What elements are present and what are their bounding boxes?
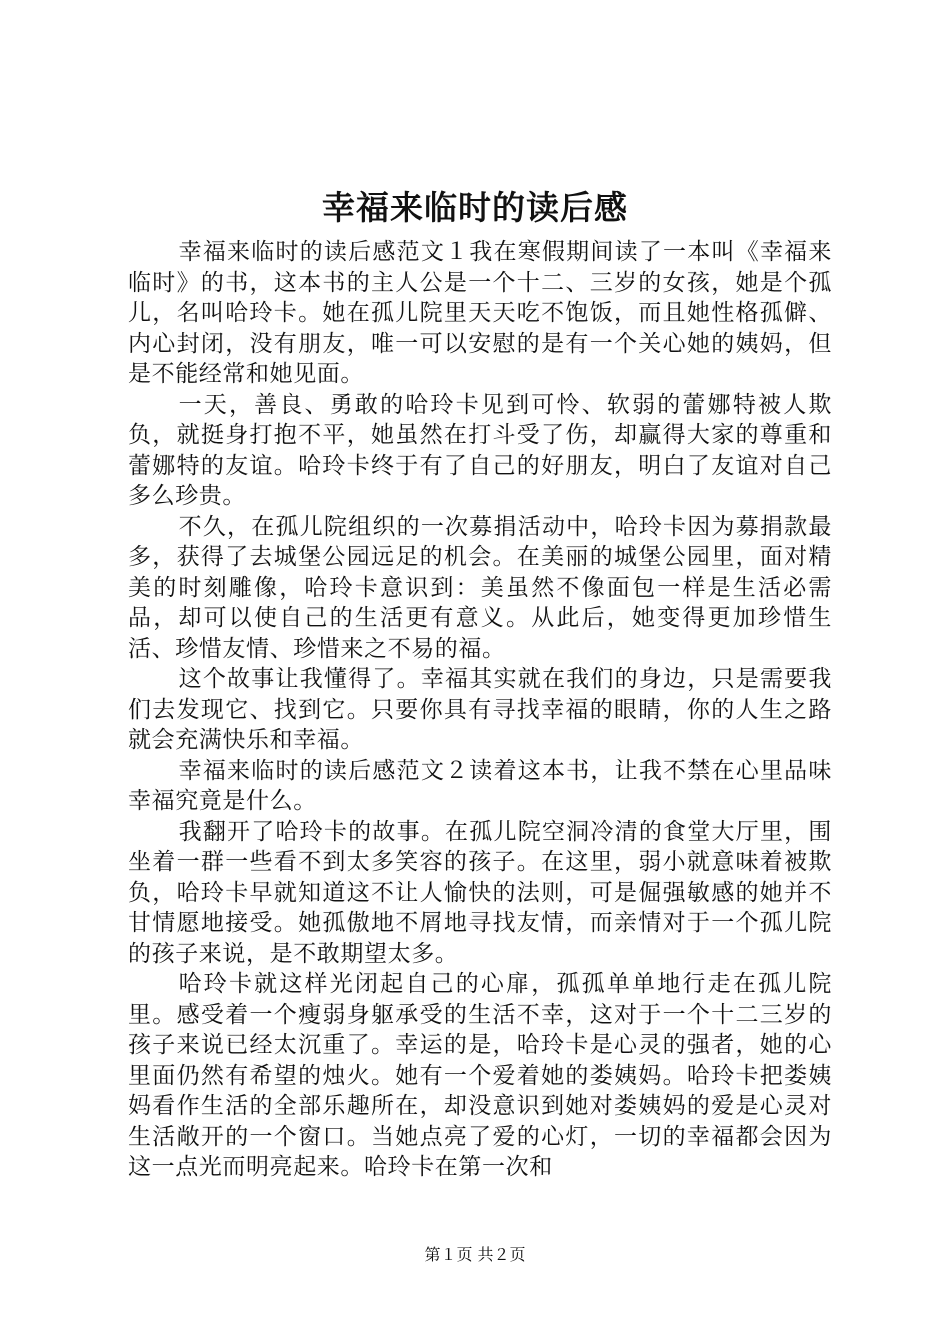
paragraph-6: 我翻开了哈玲卡的故事。在孤儿院空洞冷清的食堂大厅里，围坐着一群一些看不到太多笑容的孩子。在这里，弱小就意味着被欺负，哈玲卡早就知道这不让人愉快的法则，可是倔强敏感的她并不甘情愿地接受。她孤傲地不屑地寻找友情，而亲情对于一个孤儿院的孩子来说，是不敢期望太多。 [128,818,832,967]
page-footer: 第１页 共２页 [424,1245,526,1264]
paragraph-2: 一天，善良、勇敢的哈玲卡见到可怜、软弱的蕾娜特被人欺负，就挺身打抱不平，她虽然在打斗受了伤，却赢得大家的尊重和蕾娜特的友谊。哈玲卡终于有了自己的好朋友，明白了友谊对自己多么珍贵。 [128,391,832,509]
article-body [128,237,832,1183]
paragraph-1: 幸福来临时的读后感范文１我在寒假期间读了一本叫《幸福来临时》的书，这本书的主人公是一个十二、三岁的女孩，她是个孤儿，名叫哈玲卡。她在孤儿院里天天吃不饱饭，而且她性格孤僻、内心封闭，没有朋友，唯一可以安慰的是有一个关心她的姨妈，但是不能经常和她见面。 [128,239,832,387]
paragraph-4: 这个故事让我懂得了。幸福其实就在我们的身边，只是需要我们去发现它、找到它。只要你具有寻找幸福的眼睛，你的人生之路就会充满快乐和幸福。 [128,666,832,753]
page-title: 幸福来临时的读后感 [322,188,628,227]
paragraph-5: 幸福来临时的读后感范文２读着这本书，让我不禁在心里品味幸福究竟是什么。 [128,757,832,814]
paragraph-7: 哈玲卡就这样光闭起自己的心扉，孤孤单单地行走在孤儿院里。感受着一个瘦弱身躯承受的生活不幸，这对于一个十二三岁的孩子来说已经太沉重了。幸运的是，哈玲卡是心灵的强者，她的心里面仍然有希望的烛火。她有一个爱着她的娄姨妈。哈玲卡把娄姨妈看作生活的全部乐趣所在，却没意识到她对娄姨妈的爱是心灵对生活敞开的一个窗口。当她点亮了爱的心灯，一切的幸福都会因为这一点光而明亮起来。哈玲卡在第一次和 [128,971,832,1180]
paragraph-3: 不久，在孤儿院组织的一次募捐活动中，哈玲卡因为募捐款最多，获得了去城堡公园远足的机会。在美丽的城堡公园里，面对精美的时刻雕像，哈玲卡意识到：美虽然不像面包一样是生活必需品，却可以使自己的生活更有意义。从此后，她变得更加珍惜生活、珍惜友情、珍惜来之不易的福。 [128,513,832,662]
